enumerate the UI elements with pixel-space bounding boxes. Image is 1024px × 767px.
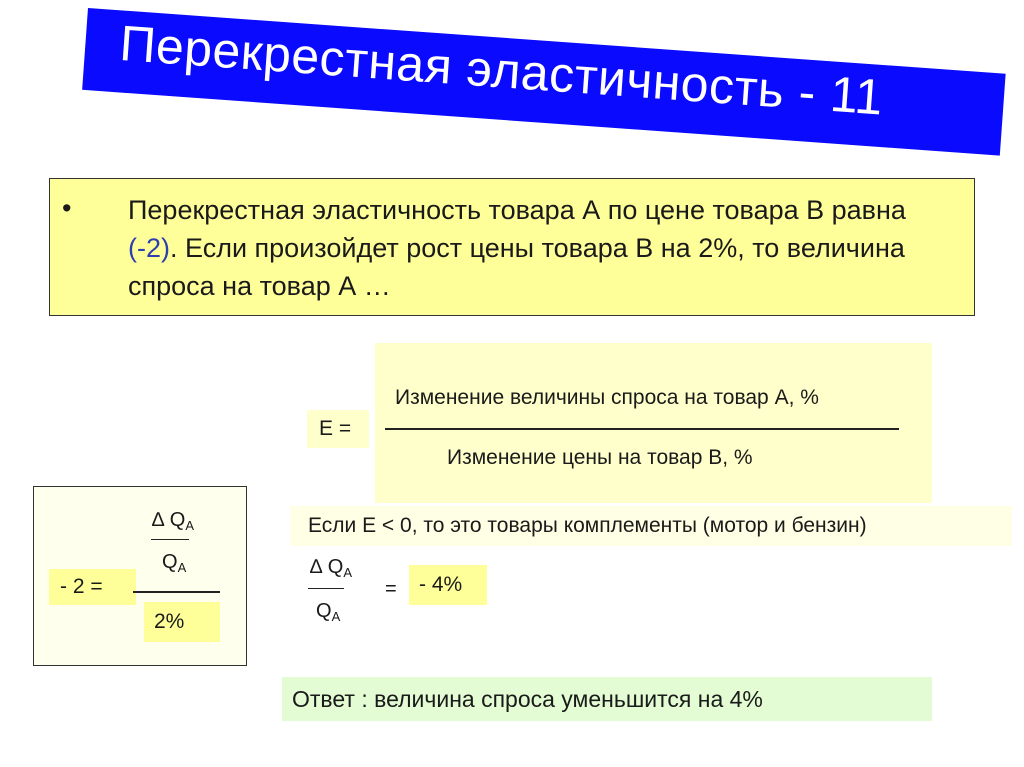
question-box [49, 178, 975, 316]
answer-box: Ответ : величина спроса уменьшится на 4% [282, 677, 932, 721]
complement-note: Если Е < 0, то это товары комплементы (мотор и бензин) [290, 506, 1012, 546]
formula-numerator: Изменение величины спроса на товар А, % [395, 386, 819, 409]
demand-change-result: - 4% [409, 565, 487, 605]
result-q-subscript: A [331, 609, 341, 624]
result-delta-q-text: ∆ Q [310, 556, 344, 578]
result-delta-q [310, 556, 352, 580]
delta-q-subscript: A [185, 518, 195, 533]
formula-box [375, 343, 932, 503]
formula-denominator: Изменение цены на товар В, % [447, 446, 753, 469]
delta-q-numerator [152, 509, 194, 533]
result-q-text: Q [316, 600, 332, 622]
question-text-start: Перекрестная эластичность товара А по цене товара В равна [128, 195, 906, 225]
q-subscript: A [177, 560, 187, 575]
equals-sign: = [385, 578, 397, 600]
calculation-box [33, 486, 247, 666]
q-text: Q [162, 551, 178, 573]
result-delta-q-subscript: A [343, 565, 353, 580]
q-denominator [162, 551, 186, 575]
formula-fraction-line [385, 428, 899, 430]
bullet-marker: • [62, 193, 72, 223]
calc-fraction-line [133, 591, 220, 593]
question-text [128, 191, 958, 305]
formula-label: Е = [307, 410, 369, 448]
question-text-end: . Если произойдет рост цены товара В на 2%, то величина спроса на товар А … [128, 233, 905, 301]
result-q [316, 600, 340, 624]
elasticity-lhs: - 2 = [49, 569, 136, 605]
result-fraction-line [308, 588, 344, 589]
elasticity-value: (-2) [128, 233, 170, 263]
price-change-value: 2% [144, 602, 220, 642]
delta-q-text: ∆ Q [152, 509, 186, 531]
inner-fraction-line [151, 539, 189, 540]
slide-title: Перекрестная эластичность - 11 [117, 14, 886, 126]
